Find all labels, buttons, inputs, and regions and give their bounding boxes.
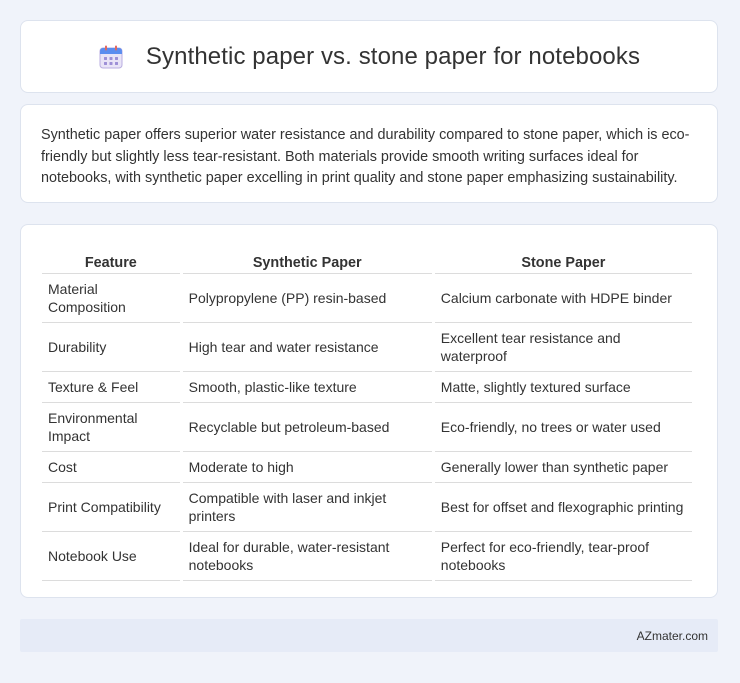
summary-card	[20, 104, 718, 203]
comparison-table	[39, 245, 695, 581]
footer	[20, 619, 718, 652]
table-row	[42, 532, 692, 581]
stone-cell: Perfect for eco-friendly, tear-proof notebooks	[435, 532, 692, 581]
title-card	[20, 20, 718, 93]
synthetic-cell: Ideal for durable, water-resistant notebooks	[183, 532, 432, 581]
feature-cell: Durability	[42, 323, 180, 372]
feature-cell: Material Composition	[42, 274, 180, 323]
feature-cell: Environmental Impact	[42, 403, 180, 452]
footer-brand: AZmater.com	[636, 628, 708, 643]
header-synthetic-paper: Synthetic Paper	[183, 245, 432, 274]
stone-cell: Calcium carbonate with HDPE binder	[435, 274, 692, 323]
calendar-icon	[98, 44, 124, 70]
synthetic-cell: High tear and water resistance	[183, 323, 432, 372]
feature-cell: Print Compatibility	[42, 483, 180, 532]
synthetic-cell: Moderate to high	[183, 452, 432, 483]
table-row	[42, 483, 692, 532]
stone-cell: Eco-friendly, no trees or water used	[435, 403, 692, 452]
page-title: Synthetic paper vs. stone paper for notebooks	[145, 42, 641, 70]
table-row	[42, 274, 692, 323]
stone-cell: Matte, slightly textured surface	[435, 372, 692, 403]
stone-cell: Excellent tear resistance and waterproof	[435, 323, 692, 372]
feature-cell: Texture & Feel	[42, 372, 180, 403]
feature-cell: Cost	[42, 452, 180, 483]
comparison-table-card	[20, 224, 718, 598]
table-row	[42, 323, 692, 372]
synthetic-cell: Compatible with laser and inkjet printers	[183, 483, 432, 532]
header-feature: Feature	[42, 245, 180, 274]
synthetic-cell: Recyclable but petroleum-based	[183, 403, 432, 452]
stone-cell: Best for offset and flexographic printing	[435, 483, 692, 532]
table-row	[42, 452, 692, 483]
header-stone-paper: Stone Paper	[435, 245, 692, 274]
synthetic-cell: Smooth, plastic-like texture	[183, 372, 432, 403]
summary-text: Synthetic paper offers superior water resistance and durability compared to stone paper, which is eco-friendly but slightly less tear-resistant. Both materials provide smooth writing surfaces ideal for notebooks, with synthetic paper excelling in print quality and stone paper emphasizing sustainability.	[41, 127, 690, 186]
table-row	[42, 372, 692, 403]
feature-cell: Notebook Use	[42, 532, 180, 581]
table-row	[42, 403, 692, 452]
synthetic-cell: Polypropylene (PP) resin-based	[183, 274, 432, 323]
table-header-row	[42, 245, 692, 274]
stone-cell: Generally lower than synthetic paper	[435, 452, 692, 483]
